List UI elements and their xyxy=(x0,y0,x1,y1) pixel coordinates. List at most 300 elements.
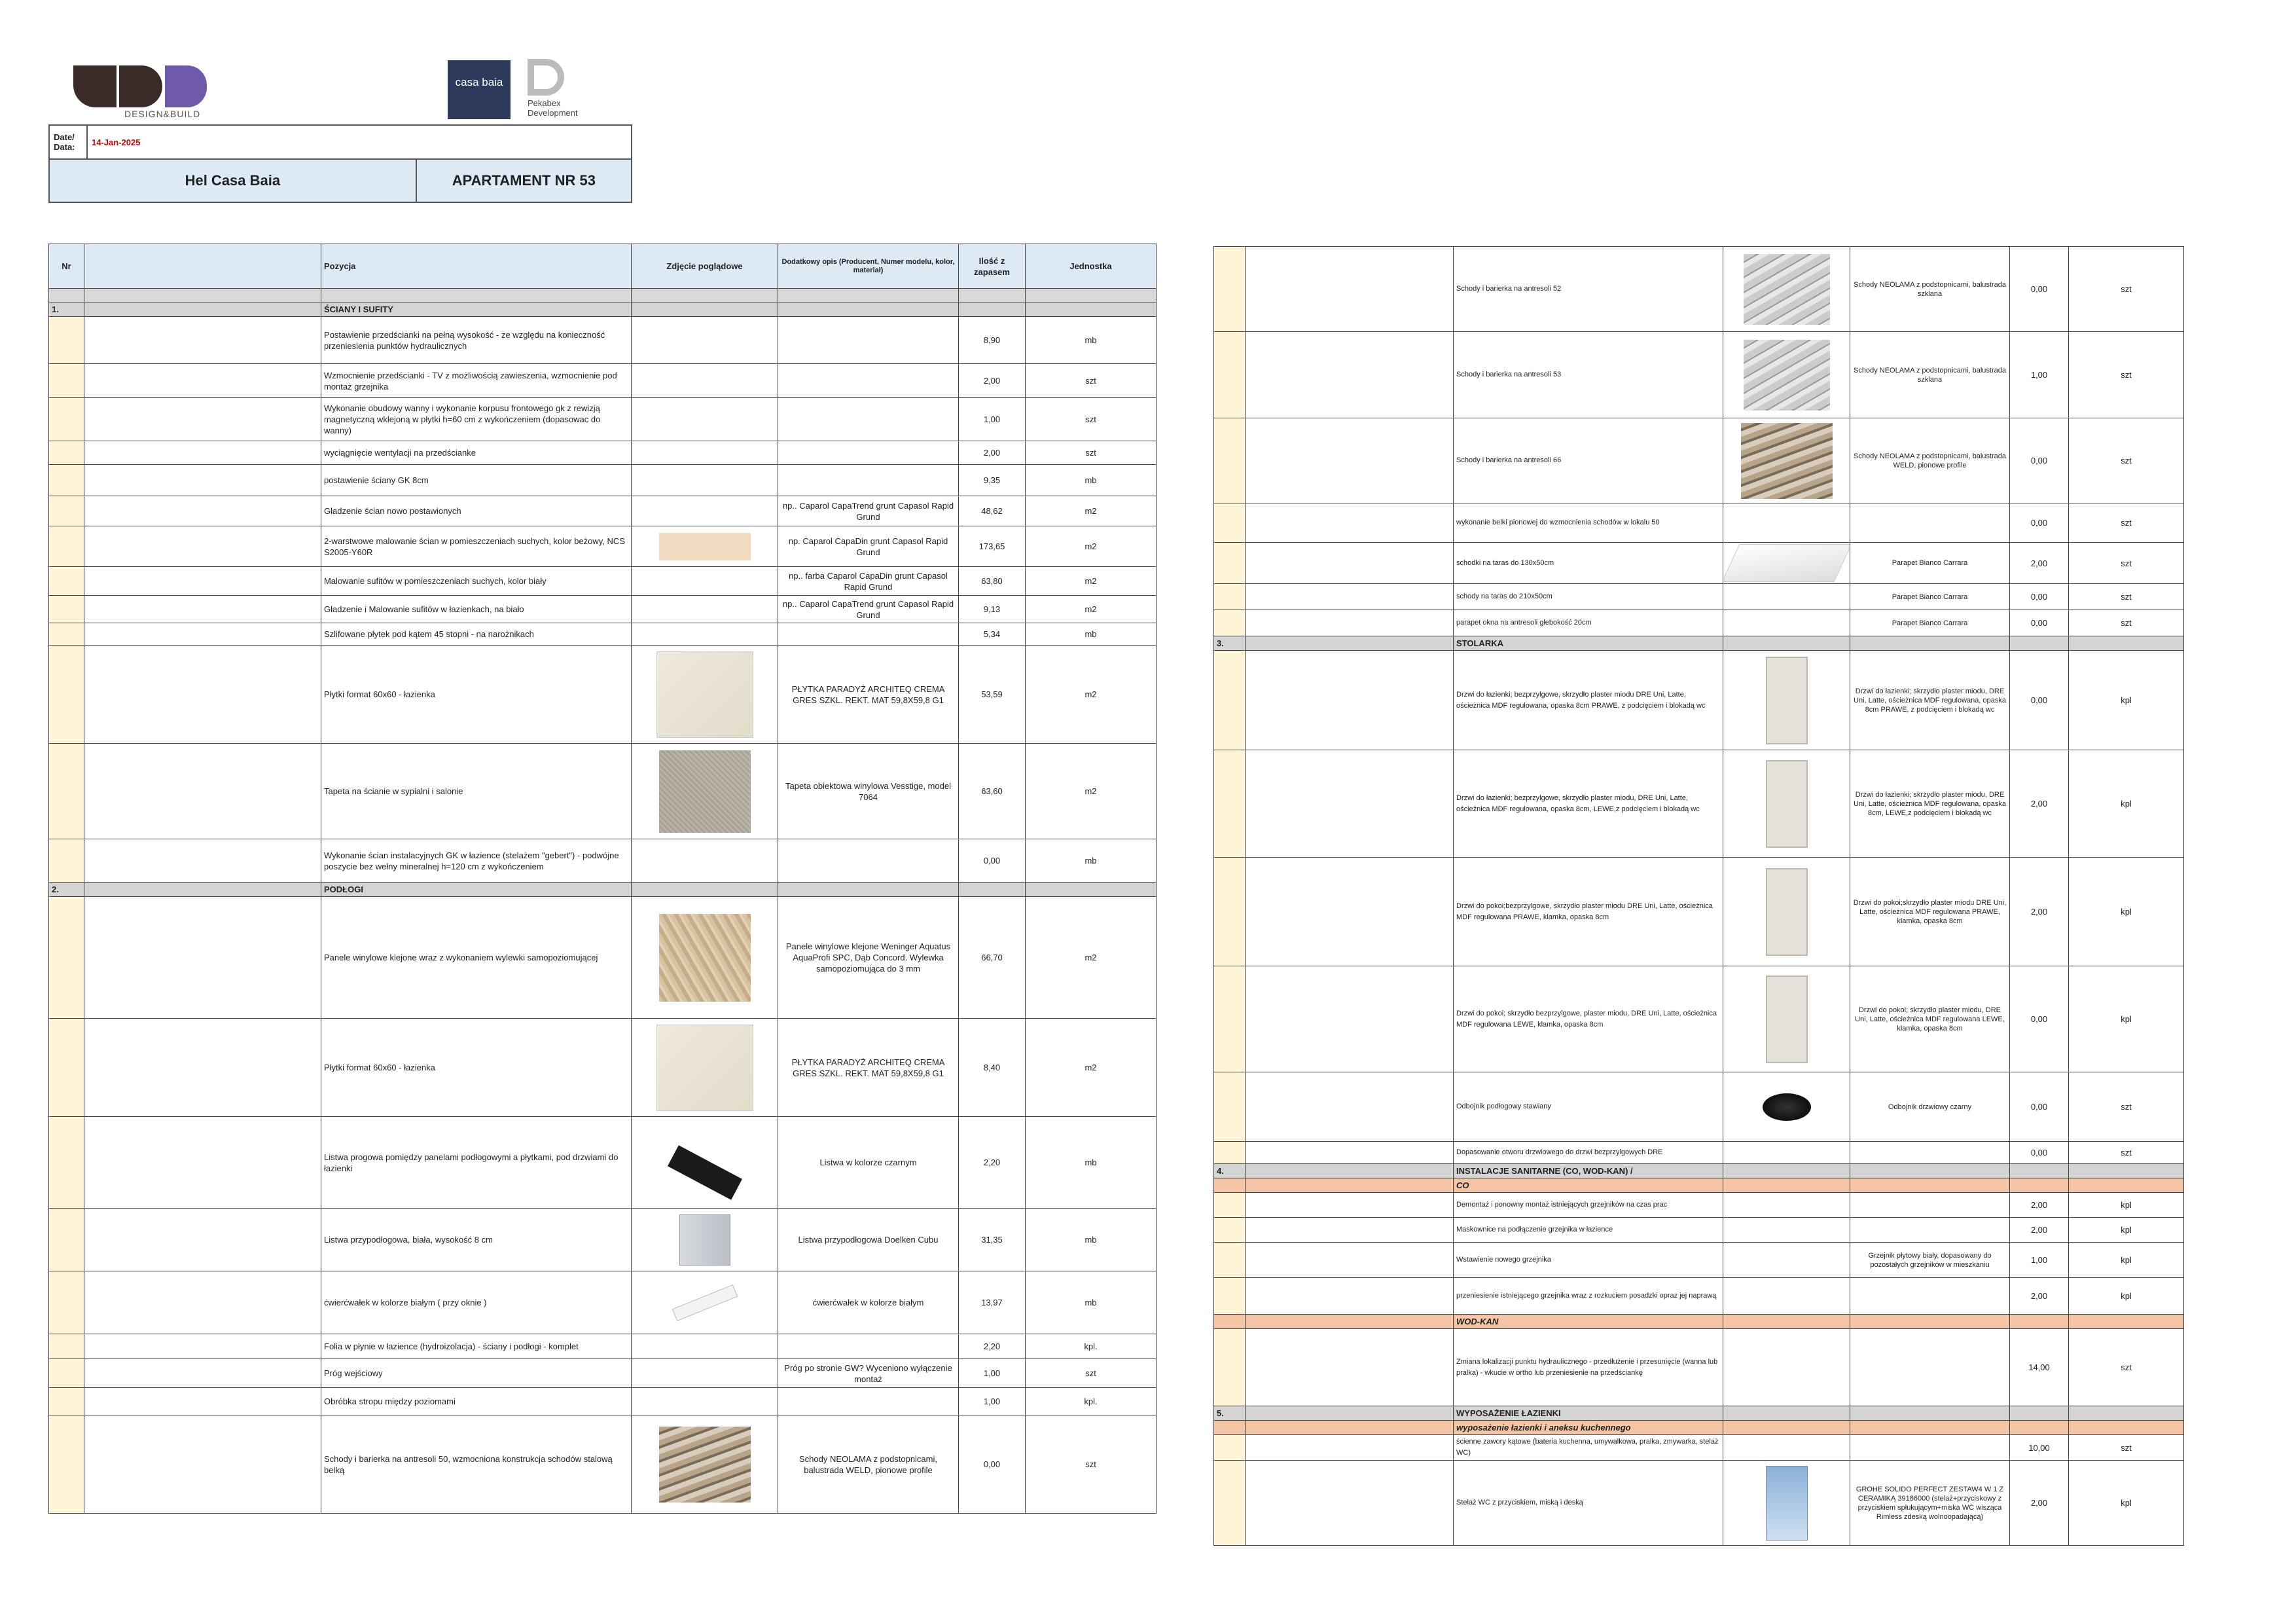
blank-cell xyxy=(84,883,321,897)
blank-cell xyxy=(84,839,321,883)
col-blank xyxy=(84,244,321,289)
table-row xyxy=(1214,1142,2184,1164)
row-photo-cell xyxy=(1723,418,1850,503)
row-unit: szt xyxy=(2069,332,2184,418)
row-quantity: 2,00 xyxy=(2010,543,2069,584)
blank-cell xyxy=(1246,332,1454,418)
row-unit: kpl. xyxy=(1026,1334,1157,1359)
row-position: Schody i barierka na antresoli 53 xyxy=(1454,332,1723,418)
table-row xyxy=(49,596,1157,623)
blank-cell xyxy=(1246,750,1454,858)
blank-cell xyxy=(1850,1406,2010,1421)
table-row xyxy=(1214,651,2184,750)
row-position: Malowanie sufitów w pomieszczeniach suchych, kolor biały xyxy=(321,567,632,596)
row-unit: kpl xyxy=(2069,1193,2184,1218)
pekabex-logo-mark xyxy=(528,59,564,96)
row-description: Drzwi do łazienki; skrzydło plaster miodu, DRE Uni, Latte, ościeżnica MDF regulowana, opaska 8cm PRAWE, z podcięciem i blokadą wc xyxy=(1850,651,2010,750)
row-photo-cell xyxy=(632,623,778,646)
row-unit: szt xyxy=(2069,610,2184,636)
blank-cell xyxy=(2010,1406,2069,1421)
table-row xyxy=(1214,1243,2184,1278)
stairs-photo xyxy=(1741,423,1833,499)
section-nr: 4. xyxy=(1214,1164,1246,1178)
row-quantity: 2,00 xyxy=(2010,1218,2069,1243)
row-nr xyxy=(1214,858,1246,966)
table-row xyxy=(49,441,1157,465)
blank-cell xyxy=(1246,1278,1454,1315)
row-position: Odbojnik podłogowy stawiany xyxy=(1454,1072,1723,1142)
header-box xyxy=(48,124,632,203)
row-position: Wykonanie obudowy wanny i wykonanie korpusu frontowego gk z rewizją magnetyczną wklejoną w płytki h=60 cm z wykończeniem (dopasowac do wanny) xyxy=(321,398,632,441)
row-position: Płytki format 60x60 - łazienka xyxy=(321,1019,632,1117)
row-position: schody na taras do 210x50cm xyxy=(1454,584,1723,610)
row-unit: kpl xyxy=(2069,1243,2184,1278)
row-description: Schody NEOLAMA z podstopnicami, balustrada WELD, pionowe profile xyxy=(1850,418,2010,503)
row-quantity: 0,00 xyxy=(959,1415,1026,1514)
row-description: Parapet Bianco Carrara xyxy=(1850,543,2010,584)
blank-cell xyxy=(84,1117,321,1209)
row-nr xyxy=(49,646,84,744)
row-description: Grzejnik płytowy biały, dopasowany do pozostałych grzejników w mieszkaniu xyxy=(1850,1243,2010,1278)
blank-cell xyxy=(1246,1421,1454,1435)
blank-cell xyxy=(1246,247,1454,332)
row-position: Demontaż i ponowny montaż istniejących grzejników na czas prac xyxy=(1454,1193,1723,1218)
ddb-logo-mark-d2 xyxy=(119,65,162,107)
row-quantity: 8,90 xyxy=(959,317,1026,364)
blank-cell xyxy=(84,897,321,1019)
row-photo-cell xyxy=(632,465,778,496)
row-nr xyxy=(1214,1218,1246,1243)
row-position: wyciągnięcie wentylacji na przedścianke xyxy=(321,441,632,465)
table-row xyxy=(1214,503,2184,543)
row-photo-cell xyxy=(632,441,778,465)
table-row xyxy=(1214,858,2184,966)
row-quantity: 2,20 xyxy=(959,1334,1026,1359)
row-photo-cell xyxy=(1723,1193,1850,1218)
row-nr xyxy=(1214,1243,1246,1278)
row-unit: szt xyxy=(2069,247,2184,332)
row-quantity: 13,97 xyxy=(959,1271,1026,1334)
blank-cell xyxy=(1246,418,1454,503)
blank-cell xyxy=(2010,1164,2069,1178)
blank-cell xyxy=(84,1388,321,1415)
row-description xyxy=(778,623,959,646)
section-title: WYPOSAŻENIE ŁAZIENKI xyxy=(1454,1406,1723,1421)
row-quantity: 2,00 xyxy=(2010,1278,2069,1315)
row-nr xyxy=(49,1334,84,1359)
blank-cell xyxy=(1246,1406,1454,1421)
row-position: przeniesienie istniejącego grzejnika wraz z rozkuciem posadzki opraz jej naprawą xyxy=(1454,1278,1723,1315)
row-description: Parapet Bianco Carrara xyxy=(1850,584,2010,610)
blank-cell xyxy=(1723,1178,1850,1193)
table-row xyxy=(1214,966,2184,1072)
row-unit: szt xyxy=(1026,1415,1157,1514)
blank-cell xyxy=(2069,1315,2184,1329)
section-title: CO xyxy=(1454,1178,1723,1193)
row-photo-cell xyxy=(1723,332,1850,418)
blank-cell xyxy=(1246,1193,1454,1218)
table-row xyxy=(1214,584,2184,610)
col-ilosc: Ilość z zapasem xyxy=(959,244,1026,289)
row-nr xyxy=(49,1117,84,1209)
table-row xyxy=(49,1359,1157,1388)
row-position: postawienie ściany GK 8cm xyxy=(321,465,632,496)
table-row xyxy=(49,567,1157,596)
table-row xyxy=(49,1209,1157,1271)
row-photo-cell xyxy=(1723,1461,1850,1546)
row-nr xyxy=(1214,1329,1246,1406)
row-unit: szt xyxy=(2069,418,2184,503)
row-photo-cell xyxy=(1723,1435,1850,1461)
table-row xyxy=(1214,1072,2184,1142)
door-photo xyxy=(1766,760,1808,848)
table-row xyxy=(49,1388,1157,1415)
header-gap-row xyxy=(49,289,1157,302)
blank-cell xyxy=(632,883,778,897)
table-row xyxy=(49,496,1157,526)
section-title: INSTALACJE SANITARNE (CO, WOD-KAN) / xyxy=(1454,1164,1723,1178)
table-row xyxy=(49,623,1157,646)
blank-cell xyxy=(1246,1243,1454,1278)
casa-baia-logo: casa baia xyxy=(448,60,511,119)
row-unit: szt xyxy=(2069,503,2184,543)
row-photo-cell xyxy=(1723,651,1850,750)
table-row xyxy=(49,1271,1157,1334)
ddb-logo xyxy=(73,65,212,126)
row-unit: m2 xyxy=(1026,1019,1157,1117)
table-row xyxy=(1214,1329,2184,1406)
row-position: Stelaż WC z przyciskiem, miską i deską xyxy=(1454,1461,1723,1546)
blank-cell xyxy=(959,302,1026,317)
section-nr xyxy=(1214,1178,1246,1193)
row-nr xyxy=(49,1359,84,1388)
blank-cell xyxy=(1246,636,1454,651)
row-description: Odbojnik drzwiowy czarny xyxy=(1850,1072,2010,1142)
subsection-row xyxy=(1214,1421,2184,1435)
row-nr xyxy=(1214,1072,1246,1142)
section-title: wyposażenie łazienki i aneksu kuchennego xyxy=(1454,1421,1723,1435)
row-photo-cell xyxy=(1723,750,1850,858)
row-photo-cell xyxy=(1723,1278,1850,1315)
row-quantity: 0,00 xyxy=(959,839,1026,883)
table-row xyxy=(49,317,1157,364)
row-nr xyxy=(1214,1193,1246,1218)
row-description: Drzwi do pokoi; skrzydło plaster miodu, DRE Uni, Latte, ościeżnica MDF regulowana LEWE, klamka, opaska 8cm xyxy=(1850,966,2010,1072)
ddb-logo-caption: DESIGN&BUILD xyxy=(124,109,201,119)
row-nr xyxy=(49,596,84,623)
row-position: ścienne zawory kątowe (bateria kuchenna, umywalkowa, pralka, zmywarka, stelaż WC) xyxy=(1454,1435,1723,1461)
row-nr xyxy=(1214,332,1246,418)
door-photo xyxy=(1766,976,1808,1063)
row-unit: m2 xyxy=(1026,526,1157,567)
row-position: schodki na taras do 130x50cm xyxy=(1454,543,1723,584)
table-row xyxy=(1214,1461,2184,1546)
row-nr xyxy=(1214,750,1246,858)
row-unit: kpl xyxy=(2069,966,2184,1072)
row-quantity: 14,00 xyxy=(2010,1329,2069,1406)
row-nr xyxy=(49,364,84,398)
table-row xyxy=(49,1019,1157,1117)
row-nr xyxy=(49,744,84,839)
row-position: Gładzenie i Malowanie sufitów w łazienkach, na biało xyxy=(321,596,632,623)
right-items-table xyxy=(1213,246,2184,1546)
section-nr: 5. xyxy=(1214,1406,1246,1421)
section-title: STOLARKA xyxy=(1454,636,1723,651)
section-header-row xyxy=(1214,1164,2184,1178)
row-photo-cell xyxy=(632,317,778,364)
wood-photo xyxy=(659,914,751,1002)
row-quantity: 63,60 xyxy=(959,744,1026,839)
row-unit: szt xyxy=(2069,543,2184,584)
col-nr: Nr xyxy=(49,244,84,289)
row-position: Obróbka stropu między poziomami xyxy=(321,1388,632,1415)
blank-cell xyxy=(84,623,321,646)
row-nr xyxy=(49,623,84,646)
row-photo-cell xyxy=(632,398,778,441)
row-position: Tapeta na ścianie w sypialni i salonie xyxy=(321,744,632,839)
blank-cell xyxy=(1850,1164,2010,1178)
skirt-photo xyxy=(679,1214,730,1266)
row-photo-cell xyxy=(632,1415,778,1514)
row-photo-cell xyxy=(1723,1072,1850,1142)
row-quantity: 2,00 xyxy=(2010,750,2069,858)
blank-cell xyxy=(84,646,321,744)
row-description xyxy=(778,1334,959,1359)
row-nr xyxy=(49,1388,84,1415)
col-opis: Dodatkowy opis (Producent, Numer modelu, kolor, materiał) xyxy=(778,244,959,289)
row-photo-cell xyxy=(632,1019,778,1117)
blank-cell xyxy=(2069,1178,2184,1193)
stairs2-photo xyxy=(1744,340,1830,410)
blank-cell xyxy=(1246,1218,1454,1243)
blank-cell xyxy=(84,302,321,317)
table-row xyxy=(1214,332,2184,418)
row-photo-cell xyxy=(632,1117,778,1209)
row-position: Listwa przypodłogowa, biała, wysokość 8 cm xyxy=(321,1209,632,1271)
row-quantity: 1,00 xyxy=(959,1388,1026,1415)
table-row xyxy=(1214,1193,2184,1218)
row-unit: szt xyxy=(2069,1329,2184,1406)
row-unit: mb xyxy=(1026,317,1157,364)
row-quantity: 31,35 xyxy=(959,1209,1026,1271)
blank-cell xyxy=(84,317,321,364)
table-row xyxy=(1214,418,2184,503)
left-items-table xyxy=(48,244,1157,1514)
row-position: Drzwi do łazienki; bezprzylgowe, skrzydło plaster miodu, DRE Uni, Latte, ościeżnica MDF regulowana, opaska 8cm, LEWE,z podcięciem i blokadą wc xyxy=(1454,750,1723,858)
row-unit: kpl xyxy=(2069,1218,2184,1243)
section-header-row xyxy=(1214,1406,2184,1421)
section-nr xyxy=(1214,1421,1246,1435)
row-nr xyxy=(49,496,84,526)
row-description xyxy=(1850,1278,2010,1315)
row-nr xyxy=(49,1415,84,1514)
row-nr xyxy=(1214,1142,1246,1164)
blank-cell xyxy=(84,526,321,567)
row-unit: m2 xyxy=(1026,897,1157,1019)
row-nr xyxy=(49,465,84,496)
row-unit: kpl xyxy=(2069,1461,2184,1546)
blank-cell xyxy=(1246,543,1454,584)
row-photo-cell xyxy=(1723,584,1850,610)
row-photo-cell xyxy=(632,1334,778,1359)
row-description xyxy=(1850,1193,2010,1218)
row-unit: mb xyxy=(1026,839,1157,883)
blank-cell xyxy=(84,1019,321,1117)
blank-cell xyxy=(1246,1315,1454,1329)
blank-cell xyxy=(1246,1461,1454,1546)
blank-cell xyxy=(1246,503,1454,543)
blank-cell xyxy=(84,1334,321,1359)
row-position: Drzwi do pokoi;bezprzylgowe, skrzydło plaster miodu DRE Uni, Latte, ościeżnica MDF regulowana PRAWE, klamka, opaska 8cm xyxy=(1454,858,1723,966)
row-photo-cell xyxy=(632,839,778,883)
section-header-row xyxy=(49,302,1157,317)
row-description xyxy=(1850,1142,2010,1164)
row-photo-cell xyxy=(632,496,778,526)
row-unit: mb xyxy=(1026,465,1157,496)
tile-photo xyxy=(656,651,753,738)
row-photo-cell xyxy=(632,744,778,839)
table-row xyxy=(49,839,1157,883)
row-unit: szt xyxy=(2069,1142,2184,1164)
row-nr xyxy=(49,398,84,441)
row-description: Listwa w kolorze czarnym xyxy=(778,1117,959,1209)
blank-cell xyxy=(1246,1435,1454,1461)
row-unit: kpl xyxy=(2069,750,2184,858)
row-quantity: 0,00 xyxy=(2010,610,2069,636)
table-row xyxy=(49,744,1157,839)
row-position: 2-warstwowe malowanie ścian w pomieszczeniach suchych, kolor beżowy, NCS S2005-Y60R xyxy=(321,526,632,567)
row-description: np. Caparol CapaDin grunt Capasol Rapid Grund xyxy=(778,526,959,567)
row-nr xyxy=(1214,1461,1246,1546)
blank-cell xyxy=(1246,1072,1454,1142)
row-nr xyxy=(49,1209,84,1271)
row-description xyxy=(778,441,959,465)
row-quantity: 9,13 xyxy=(959,596,1026,623)
row-nr xyxy=(49,1019,84,1117)
door-photo xyxy=(1766,868,1808,956)
stairs2-photo xyxy=(1744,254,1830,325)
row-photo-cell xyxy=(1723,1329,1850,1406)
row-unit: szt xyxy=(2069,1072,2184,1142)
blank-cell xyxy=(84,1209,321,1271)
section-title: WOD-KAN xyxy=(1454,1315,1723,1329)
table-row xyxy=(49,465,1157,496)
row-description: np.. farba Caparol CapaDin grunt Capasol Rapid Grund xyxy=(778,567,959,596)
blank-cell xyxy=(84,465,321,496)
row-position: Schody i barierka na antresoli 52 xyxy=(1454,247,1723,332)
row-position: Listwa progowa pomiędzy panelami podłogowymi a płytkami, pod drzwiami do łazienki xyxy=(321,1117,632,1209)
row-quantity: 10,00 xyxy=(2010,1435,2069,1461)
row-position: Dopasowanie otworu drzwiowego do drzwi bezprzylgowych DRE xyxy=(1454,1142,1723,1164)
row-photo-cell xyxy=(1723,1243,1850,1278)
row-description: np.. Caparol CapaTrend grunt Capasol Rapid Grund xyxy=(778,596,959,623)
row-quantity: 0,00 xyxy=(2010,418,2069,503)
stop-photo xyxy=(1763,1093,1811,1121)
row-description xyxy=(1850,1218,2010,1243)
blank-cell xyxy=(1723,1421,1850,1435)
row-description xyxy=(1850,503,2010,543)
blank-cell xyxy=(2069,1421,2184,1435)
row-position: Panele winylowe klejone wraz z wykonaniem wylewki samopoziomującej xyxy=(321,897,632,1019)
table-row xyxy=(1214,1435,2184,1461)
row-description xyxy=(778,465,959,496)
row-quantity: 173,65 xyxy=(959,526,1026,567)
row-unit: m2 xyxy=(1026,596,1157,623)
row-unit: szt xyxy=(1026,398,1157,441)
row-description: PŁYTKA PARADYŻ ARCHITEQ CREMA GRES SZKL. REKT. MAT 59,8X59,8 G1 xyxy=(778,646,959,744)
wall-photo xyxy=(659,750,751,833)
blank-cell xyxy=(1723,1315,1850,1329)
row-nr xyxy=(49,317,84,364)
row-quantity: 0,00 xyxy=(2010,503,2069,543)
row-photo-cell xyxy=(632,646,778,744)
row-position: Zmiana lokalizacji punktu hydraulicznego - przedłużenie i przesunięcie (wanna lub pralka) - wkucie w ortho lub przeniesienie na przedściankę xyxy=(1454,1329,1723,1406)
row-position: parapet okna na antresoli głebokość 20cm xyxy=(1454,610,1723,636)
col-jednostka: Jednostka xyxy=(1026,244,1157,289)
ddb-logo-mark-d1 xyxy=(73,65,117,107)
table-row xyxy=(1214,543,2184,584)
blank-cell xyxy=(1850,1421,2010,1435)
blank-cell xyxy=(1723,636,1850,651)
row-quantity: 5,34 xyxy=(959,623,1026,646)
row-position: wykonanie belki pionowej do wzmocnienia schodów w lokalu 50 xyxy=(1454,503,1723,543)
row-unit: szt xyxy=(2069,584,2184,610)
row-description: Drzwi do łazienki; skrzydło plaster miodu, DRE Uni, Latte, ościeżnica MDF regulowana, opaska 8cm, LEWE,z podcięciem i blokadą wc xyxy=(1850,750,2010,858)
row-description: Drzwi do pokoi;skrzydło plaster miodu DRE Uni, Latte, ościeżnica MDF regulowana PRAWE, klamka, opaska 8cm xyxy=(1850,858,2010,966)
row-description: np.. Caparol CapaTrend grunt Capasol Rapid Grund xyxy=(778,496,959,526)
row-quantity: 1,00 xyxy=(2010,1243,2069,1278)
blank-cell xyxy=(84,1359,321,1388)
pekabex-logo-text: Pekabex Development xyxy=(528,98,578,118)
col-pozycja: Pozycja xyxy=(321,244,632,289)
blank-cell xyxy=(1246,1178,1454,1193)
row-description: Listwa przypodłogowa Doelken Cubu xyxy=(778,1209,959,1271)
blank-cell xyxy=(2010,1178,2069,1193)
blank-cell xyxy=(1026,302,1157,317)
row-description: Panele winylowe klejone Weninger Aquatus AquaProfi SPC, Dąb Concord. Wylewka samopoziomująca do 3 mm xyxy=(778,897,959,1019)
section-header-row xyxy=(1214,636,2184,651)
paint-photo xyxy=(659,533,751,560)
row-quantity: 0,00 xyxy=(2010,1072,2069,1142)
blank-cell xyxy=(1723,1406,1850,1421)
row-position: Schody i barierka na antresoli 66 xyxy=(1454,418,1723,503)
row-photo-cell xyxy=(1723,858,1850,966)
blank-cell xyxy=(84,496,321,526)
row-photo-cell xyxy=(632,897,778,1019)
blank-cell xyxy=(1246,1164,1454,1178)
strip-photo xyxy=(667,1145,742,1199)
row-unit: kpl. xyxy=(1026,1388,1157,1415)
row-unit: mb xyxy=(1026,623,1157,646)
row-unit: m2 xyxy=(1026,567,1157,596)
row-quantity: 48,62 xyxy=(959,496,1026,526)
row-nr xyxy=(1214,543,1246,584)
row-quantity: 63,80 xyxy=(959,567,1026,596)
row-nr xyxy=(1214,610,1246,636)
date-value: 14-Jan-2025 xyxy=(87,125,632,159)
blank-cell xyxy=(84,744,321,839)
row-description xyxy=(778,1388,959,1415)
row-unit: mb xyxy=(1026,1209,1157,1271)
row-quantity: 8,40 xyxy=(959,1019,1026,1117)
blank-cell xyxy=(1246,610,1454,636)
table-row xyxy=(49,526,1157,567)
blank-cell xyxy=(84,398,321,441)
section-title: PODŁOGI xyxy=(321,883,632,897)
blank-cell xyxy=(2010,1315,2069,1329)
row-photo-cell xyxy=(632,596,778,623)
row-photo-cell xyxy=(1723,543,1850,584)
